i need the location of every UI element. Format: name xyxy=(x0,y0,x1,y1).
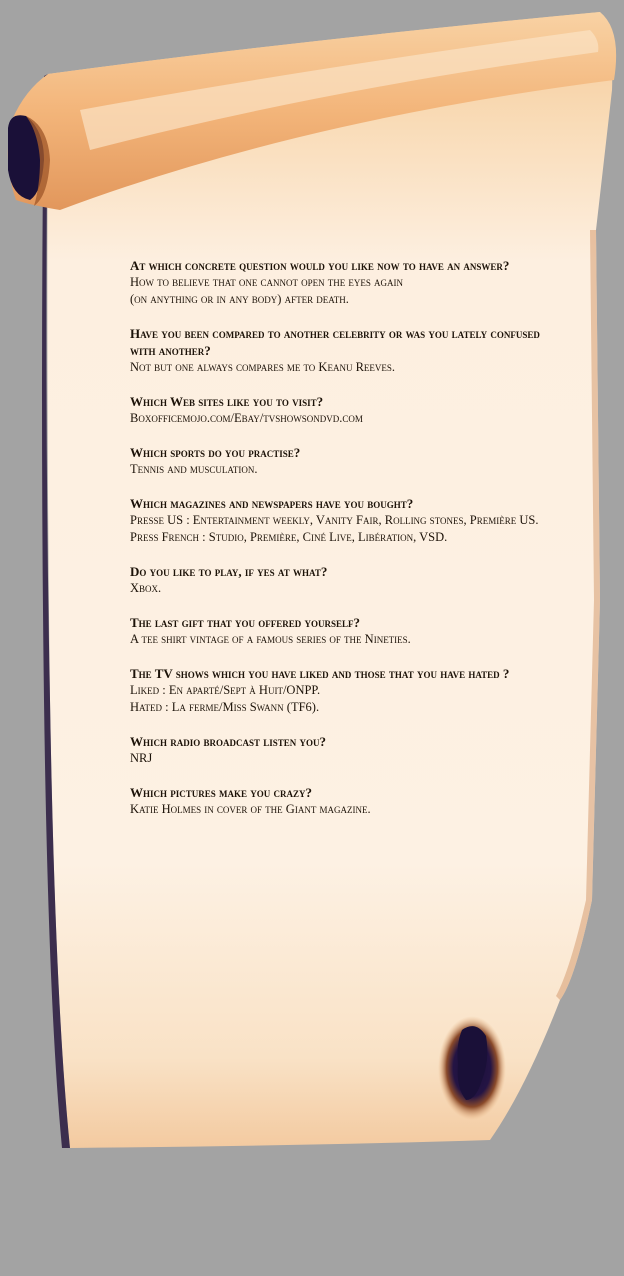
question: Which radio broadcast listen you? xyxy=(130,734,327,749)
answer: Xbox. xyxy=(130,581,162,595)
answer: Tennis and musculation. xyxy=(130,462,258,476)
qa-item xyxy=(130,325,590,376)
questionnaire xyxy=(130,257,590,835)
qa-item xyxy=(130,733,590,767)
answer: Boxofficemojo.com/Ebay/tvshowsondvd.com xyxy=(130,411,363,425)
question: The TV shows which you have liked and those that you have hated ? xyxy=(130,666,510,681)
question: Which magazines and newspapers have you bought? xyxy=(130,496,414,511)
answer: Katie Holmes in cover of the Giant magazine. xyxy=(130,802,371,816)
question: Do you like to play, if yes at what? xyxy=(130,564,328,579)
question: Which pictures make you crazy? xyxy=(130,785,313,800)
qa-item xyxy=(130,665,590,716)
answer: Presse US : Entertainment weekly, Vanity Fair, Rolling stones, Première US. Press French : Studio, Première, Ciné Live, Libération, VSD. xyxy=(130,513,539,544)
answer: NRJ xyxy=(130,751,153,765)
qa-item xyxy=(130,784,590,818)
qa-item xyxy=(130,563,590,597)
qa-item xyxy=(130,444,590,478)
question: The last gift that you offered yourself? xyxy=(130,615,361,630)
question: Which sports do you practise? xyxy=(130,445,301,460)
question: Which Web sites like you to visit? xyxy=(130,394,324,409)
qa-item xyxy=(130,495,590,546)
answer: Not but one always compares me to Keanu Reeves. xyxy=(130,360,396,374)
qa-item xyxy=(130,614,590,648)
qa-item xyxy=(130,257,590,308)
qa-item xyxy=(130,393,590,427)
answer: A tee shirt vintage of a famous series of the Nineties. xyxy=(130,632,411,646)
answer: Liked : En aparté/Sept à Huit/ONPP. Hated : La ferme/Miss Swann (TF6). xyxy=(130,683,321,714)
answer: How to believe that one cannot open the eyes again (on anything or in any body) after death. xyxy=(130,275,403,306)
question: At which concrete question would you like now to have an answer? xyxy=(130,258,510,273)
question: Have you been compared to another celebrity or was you lately confused with another? xyxy=(130,326,540,358)
